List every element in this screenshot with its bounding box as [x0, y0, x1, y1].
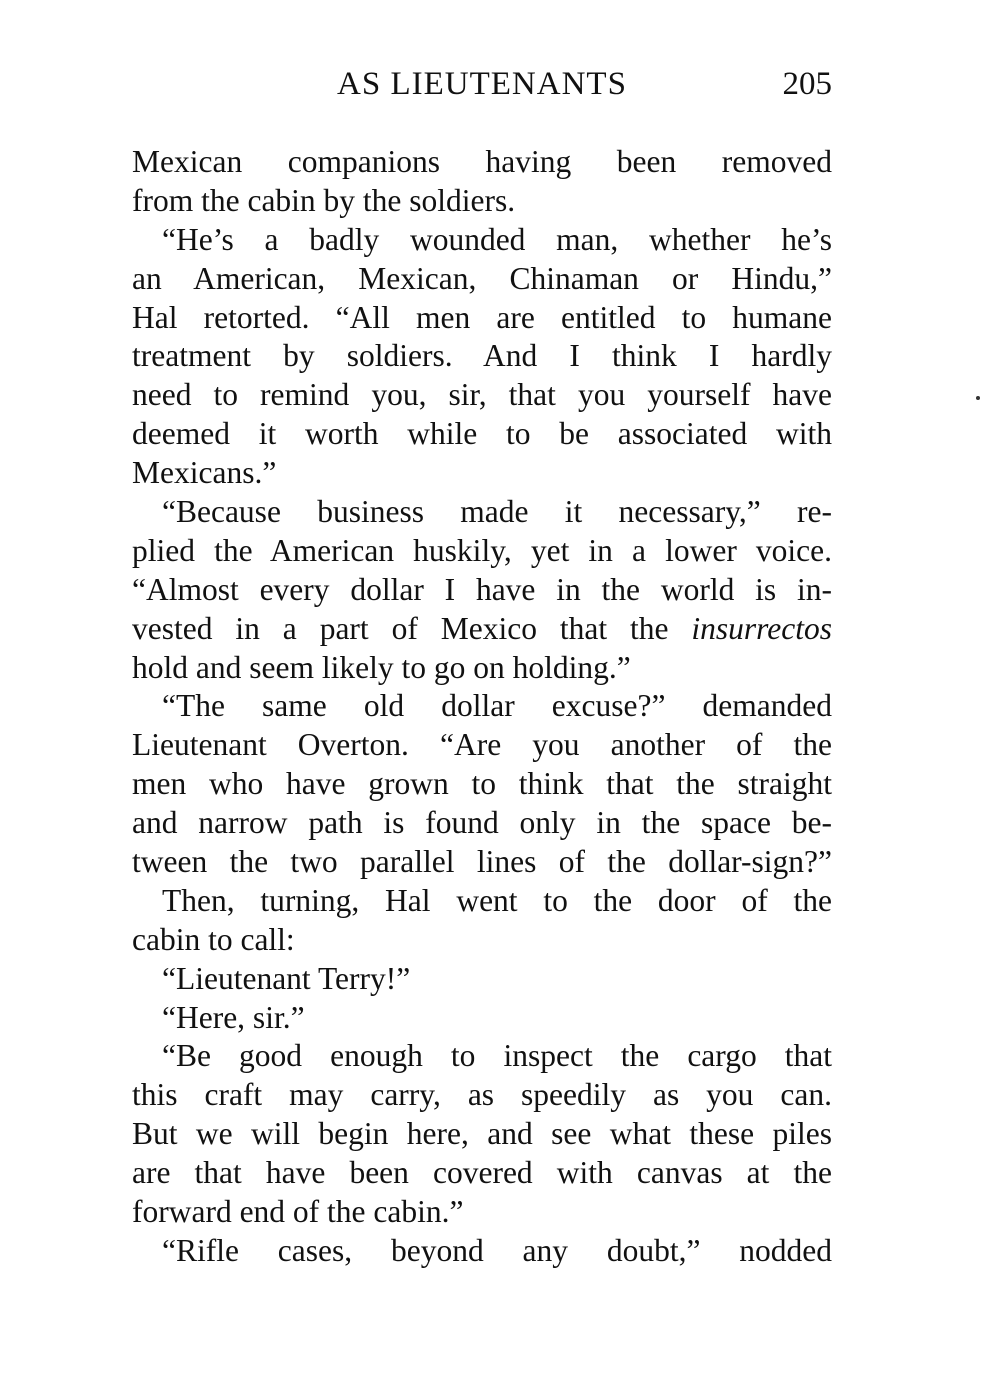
text-line: “Here, sir.”	[162, 999, 305, 1035]
text-line: are that have been covered with canvas at the	[132, 1155, 832, 1191]
page-header	[132, 62, 832, 106]
text-line: treatment by soldiers. And I think I hardly	[132, 338, 832, 374]
ink-speck	[976, 396, 980, 400]
text-line: Then, turning, Hal went to the door of the	[162, 882, 832, 918]
text-line: Hal retorted. “All men are entitled to humane	[132, 299, 832, 335]
italic-term: insurrectos	[691, 610, 832, 646]
text-line: “Almost every dollar I have in the world is in-	[132, 571, 832, 607]
text-line: an American, Mexican, Chinaman or Hindu,”	[132, 260, 832, 296]
text-line: this craft may carry, as speedily as you can.	[132, 1077, 832, 1113]
text-line: Mexican companions having been removed	[132, 144, 832, 179]
text-line: hold and seem likely to go on holding.”	[132, 649, 631, 685]
text-line: But we will begin here, and see what these piles	[132, 1116, 832, 1152]
body-text	[132, 143, 832, 1271]
page-number: 205	[782, 66, 832, 102]
text-line: need to remind you, sir, that you yourself have	[132, 377, 832, 413]
text-line: vested in a part of Mexico that the insurrectos	[132, 610, 832, 646]
text-line: “Be good enough to inspect the cargo that	[162, 1038, 832, 1074]
text-line: men who have grown to think that the straight	[132, 766, 832, 802]
text-line: “Rifle cases, beyond any doubt,” nodded	[162, 1232, 832, 1268]
text-line: “Lieutenant Terry!”	[162, 960, 411, 996]
text-line: Lieutenant Overton. “Are you another of the	[132, 727, 832, 763]
text-line: “The same old dollar excuse?” demanded	[162, 688, 832, 724]
text-line: cabin to call:	[132, 921, 295, 957]
text-line: and narrow path is found only in the space be-	[132, 805, 832, 841]
text-line: deemed it worth while to be associated with	[132, 416, 832, 452]
text-line: tween the two parallel lines of the dollar-sign?”	[132, 844, 832, 880]
text-line: “Because business made it necessary,” re-	[162, 494, 832, 530]
text-line: “He’s a badly wounded man, whether he’s	[162, 221, 832, 257]
text-line: forward end of the cabin.”	[132, 1194, 464, 1230]
text-line: plied the American huskily, yet in a lower voice.	[132, 532, 832, 568]
text-line: from the cabin by the soldiers.	[132, 182, 516, 218]
running-head: AS LIEUTENANTS	[337, 66, 627, 102]
text-line: Mexicans.”	[132, 455, 277, 491]
